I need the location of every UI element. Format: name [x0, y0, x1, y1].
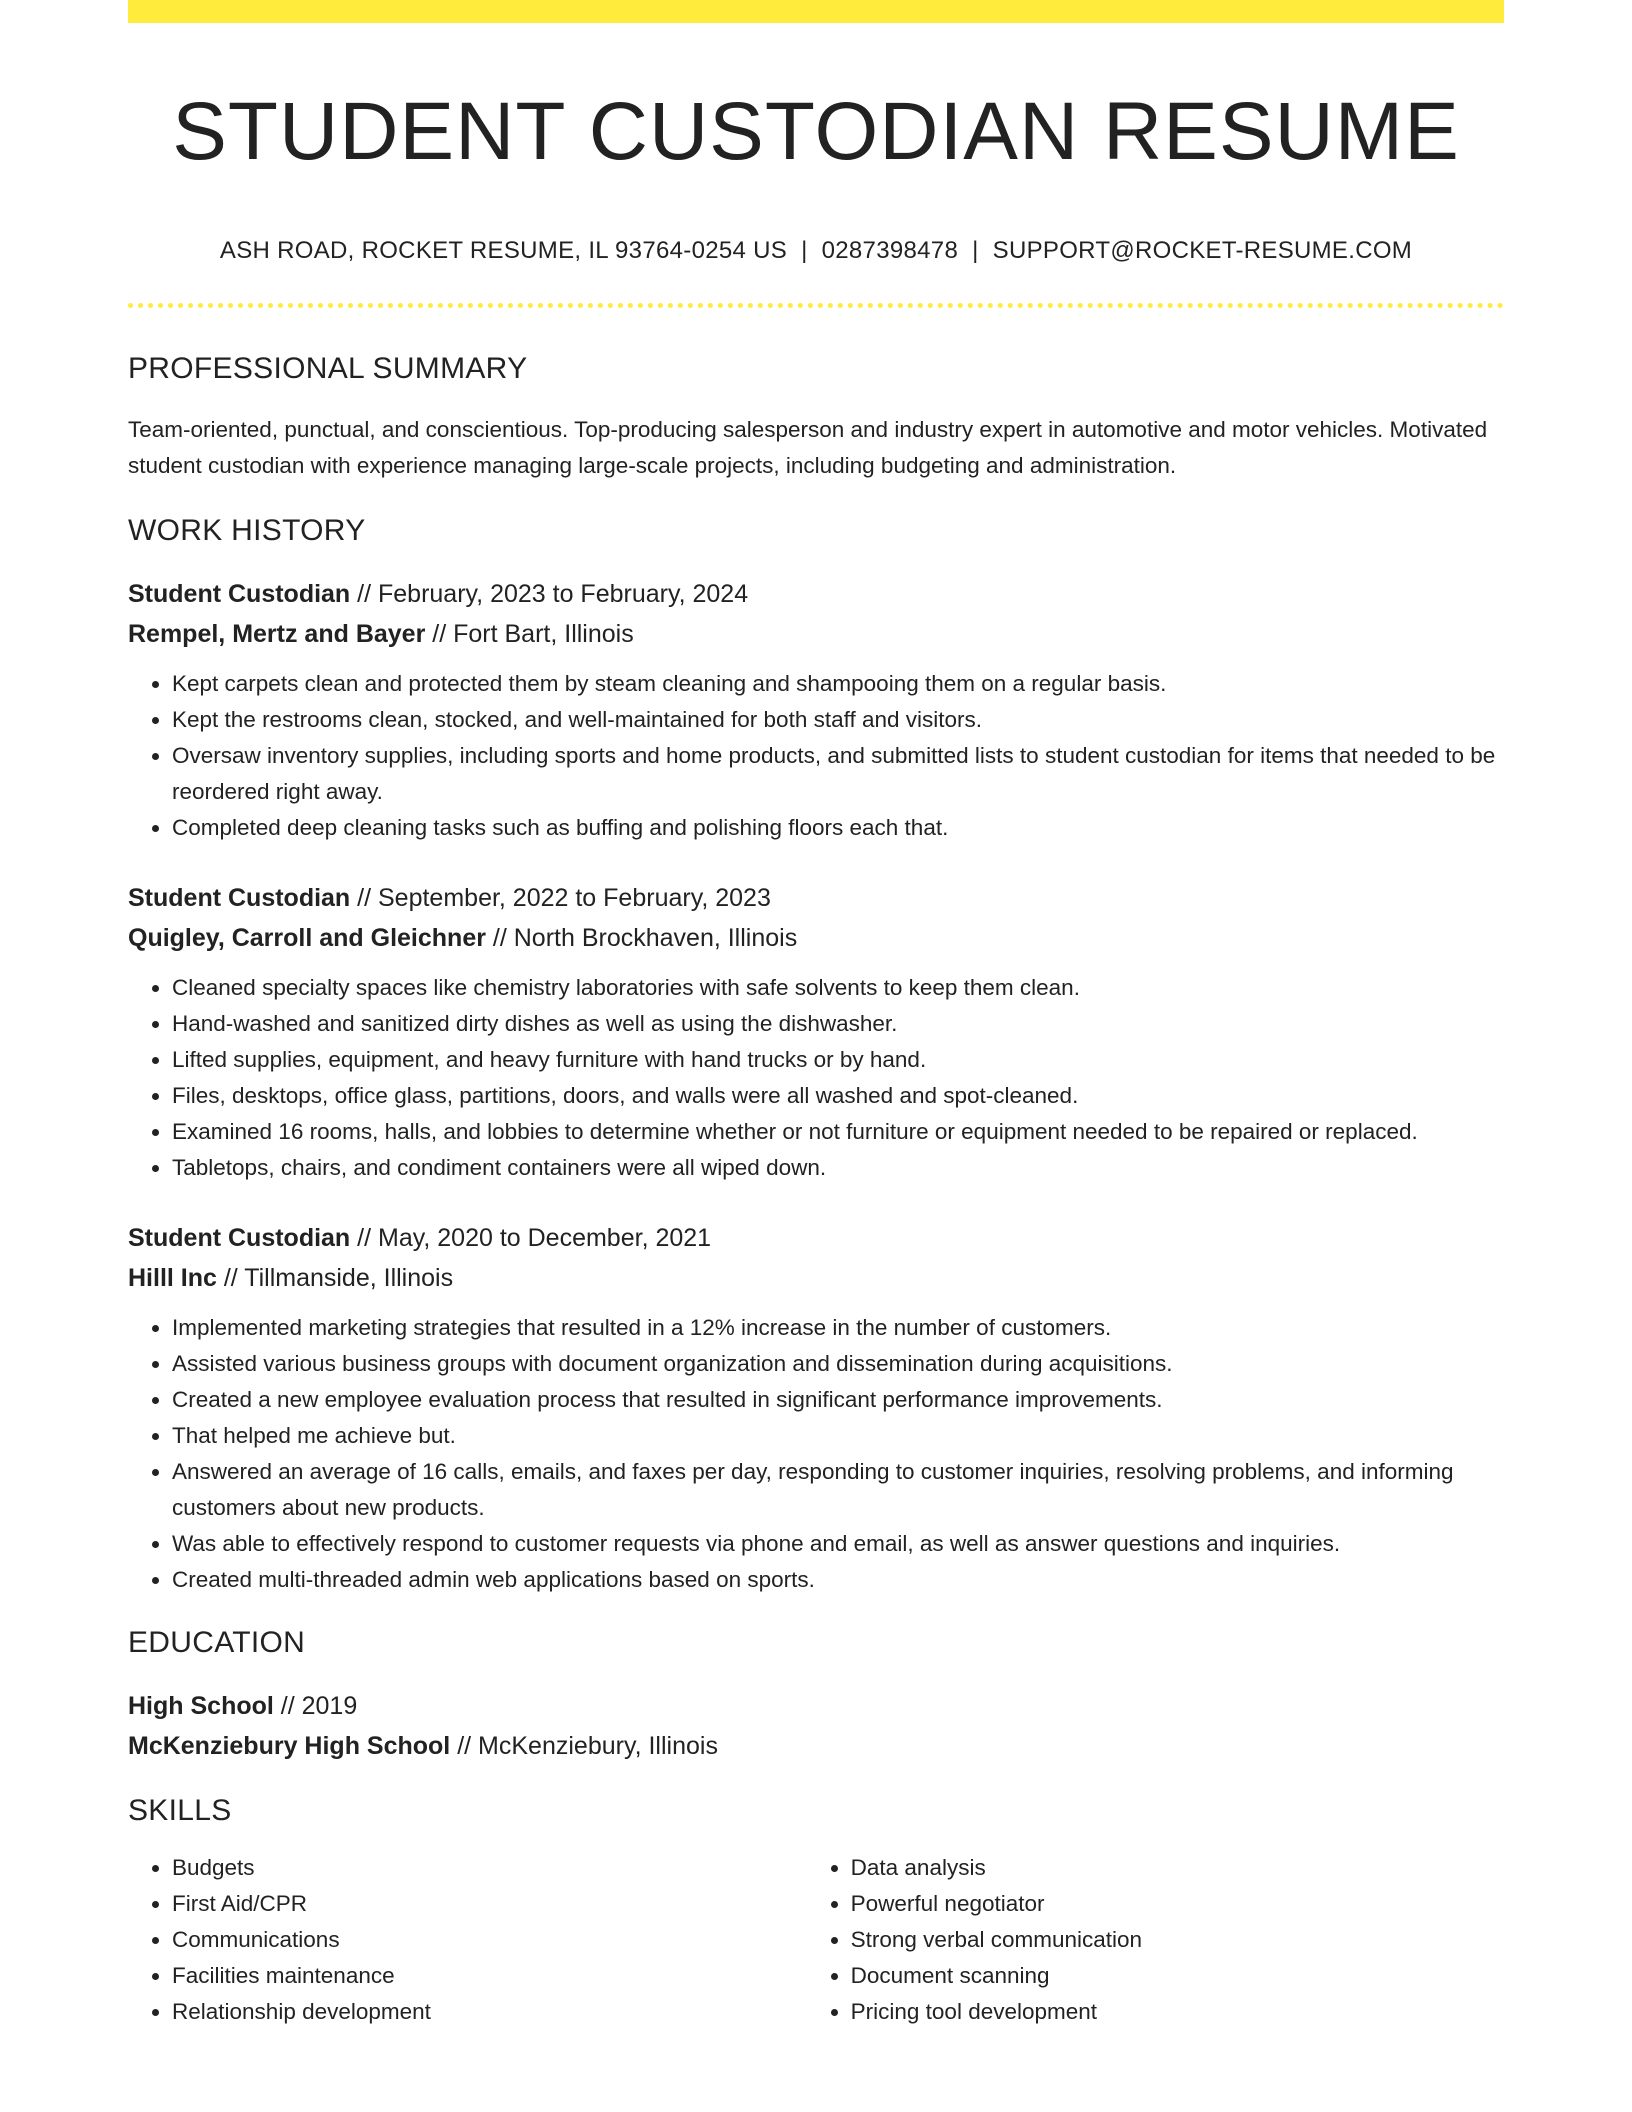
job-duty: • Kept the restrooms clean, stocked, and well-maintained for both staff and visitors. [172, 702, 1504, 738]
skill-item: • Pricing tool development [851, 1994, 1504, 2030]
skill-item: • Data analysis [851, 1850, 1504, 1886]
skill-item: • Communications [172, 1922, 807, 1958]
skill-item: • Facilities maintenance [172, 1958, 807, 1994]
job-title-line [128, 574, 1504, 614]
accent-top-bar [128, 0, 1504, 23]
resume-page [128, 0, 1504, 2030]
resume-title: STUDENT CUSTODIAN RESUME [172, 86, 1460, 177]
contact-email: SUPPORT@ROCKET-RESUME.COM [992, 237, 1413, 265]
education-location: // McKenziebury, Illinois [450, 1732, 718, 1761]
job-company-line [128, 1258, 1504, 1298]
job-dates: // February, 2023 to February, 2024 [350, 580, 749, 609]
job-dates: // May, 2020 to December, 2021 [350, 1224, 712, 1253]
job-title: Student Custodian [128, 1224, 351, 1253]
job-duties-list [128, 1310, 1504, 1598]
skill-item: • Powerful negotiator [851, 1886, 1504, 1922]
job-duty: • Created a new employee evaluation process that resulted in significant performance improvements. [172, 1382, 1504, 1418]
job-duty: • Files, desktops, office glass, partitions, doors, and walls were all washed and spot-cleaned. [172, 1078, 1504, 1114]
skill-item: • Budgets [172, 1850, 807, 1886]
job-duties-list [128, 970, 1504, 1186]
education-school-line [128, 1726, 1504, 1766]
skill-item: • First Aid/CPR [172, 1886, 807, 1922]
job-title: Student Custodian [128, 884, 351, 913]
job-entry [128, 878, 1504, 1186]
job-duties-list [128, 666, 1504, 846]
job-duty: • Lifted supplies, equipment, and heavy furniture with hand trucks or by hand. [172, 1042, 1504, 1078]
job-company: Rempel, Mertz and Bayer [128, 620, 426, 649]
job-entry [128, 1218, 1504, 1598]
job-duty: • Answered an average of 16 calls, emails, and faxes per day, responding to customer inquiries, resolving problems, and informing customers about new products. [172, 1454, 1504, 1526]
job-company: Hilll Inc [128, 1264, 217, 1293]
work-history-heading: WORK HISTORY [128, 514, 366, 548]
job-company-line [128, 918, 1504, 958]
skills-columns [128, 1850, 1504, 2030]
job-duty: • Cleaned specialty spaces like chemistry laboratories with safe solvents to keep them clean. [172, 970, 1504, 1006]
job-duty: • Examined 16 rooms, halls, and lobbies to determine whether or not furniture or equipment needed to be repaired or replaced. [172, 1114, 1504, 1150]
job-duty: • Created multi-threaded admin web applications based on sports. [172, 1562, 1504, 1598]
skill-item: • Strong verbal communication [851, 1922, 1504, 1958]
contact-address: ASH ROAD, ROCKET RESUME, IL 93764-0254 US [219, 237, 788, 265]
skills-heading: SKILLS [128, 1794, 232, 1828]
contact-phone: 0287398478 [821, 237, 959, 265]
job-company: Quigley, Carroll and Gleichner [128, 924, 486, 953]
skill-item: • Document scanning [851, 1958, 1504, 1994]
education-year: // 2019 [273, 1692, 358, 1721]
skills-list-right [807, 1850, 1504, 2030]
job-duty: • Assisted various business groups with document organization and dissemination during acquisitions. [172, 1346, 1504, 1382]
summary-heading: PROFESSIONAL SUMMARY [128, 352, 528, 386]
job-duty: • Oversaw inventory supplies, including sports and home products, and submitted lists to student custodian for items that needed to be reordered right away. [172, 738, 1504, 810]
job-location: // Tillmanside, Illinois [216, 1264, 454, 1293]
job-duty: • Tabletops, chairs, and condiment containers were all wiped down. [172, 1150, 1504, 1186]
job-entry [128, 574, 1504, 846]
job-duty: • Kept carpets clean and protected them by steam cleaning and shampooing them on a regular basis. [172, 666, 1504, 702]
education-heading: EDUCATION [128, 1626, 306, 1660]
job-dates: // September, 2022 to February, 2023 [350, 884, 771, 913]
job-duty: • Hand-washed and sanitized dirty dishes as well as using the dishwasher. [172, 1006, 1504, 1042]
contact-line [128, 237, 1504, 265]
summary-text: Team-oriented, punctual, and conscientious. Top-producing salesperson and industry expert in automotive and motor vehicles. Motivated student custodian with experience managing large-scale projects, including budgeting and administration. [128, 417, 1488, 479]
job-duty: • Completed deep cleaning tasks such as buffing and polishing floors each that. [172, 810, 1504, 846]
skill-item: • Relationship development [172, 1994, 807, 2030]
job-company-line [128, 614, 1504, 654]
job-duty: • Implemented marketing strategies that resulted in a 12% increase in the number of customers. [172, 1310, 1504, 1346]
job-title: Student Custodian [128, 580, 351, 609]
skills-list-left [128, 1850, 807, 2030]
education-degree-line [128, 1686, 1504, 1726]
job-location: // Fort Bart, Illinois [425, 620, 634, 649]
job-title-line [128, 1218, 1504, 1258]
contact-separator: | [972, 237, 979, 265]
job-location: // North Brockhaven, Illinois [485, 924, 798, 953]
job-duty: • That helped me achieve but. [172, 1418, 1504, 1454]
dotted-divider [128, 303, 1504, 308]
education-entry [128, 1686, 1504, 1766]
job-title-line [128, 878, 1504, 918]
contact-separator: | [801, 237, 808, 265]
job-duty: • Was able to effectively respond to customer requests via phone and email, as well as answer questions and inquiries. [172, 1526, 1504, 1562]
education-degree: High School [128, 1692, 274, 1721]
education-school: McKenziebury High School [128, 1732, 451, 1761]
